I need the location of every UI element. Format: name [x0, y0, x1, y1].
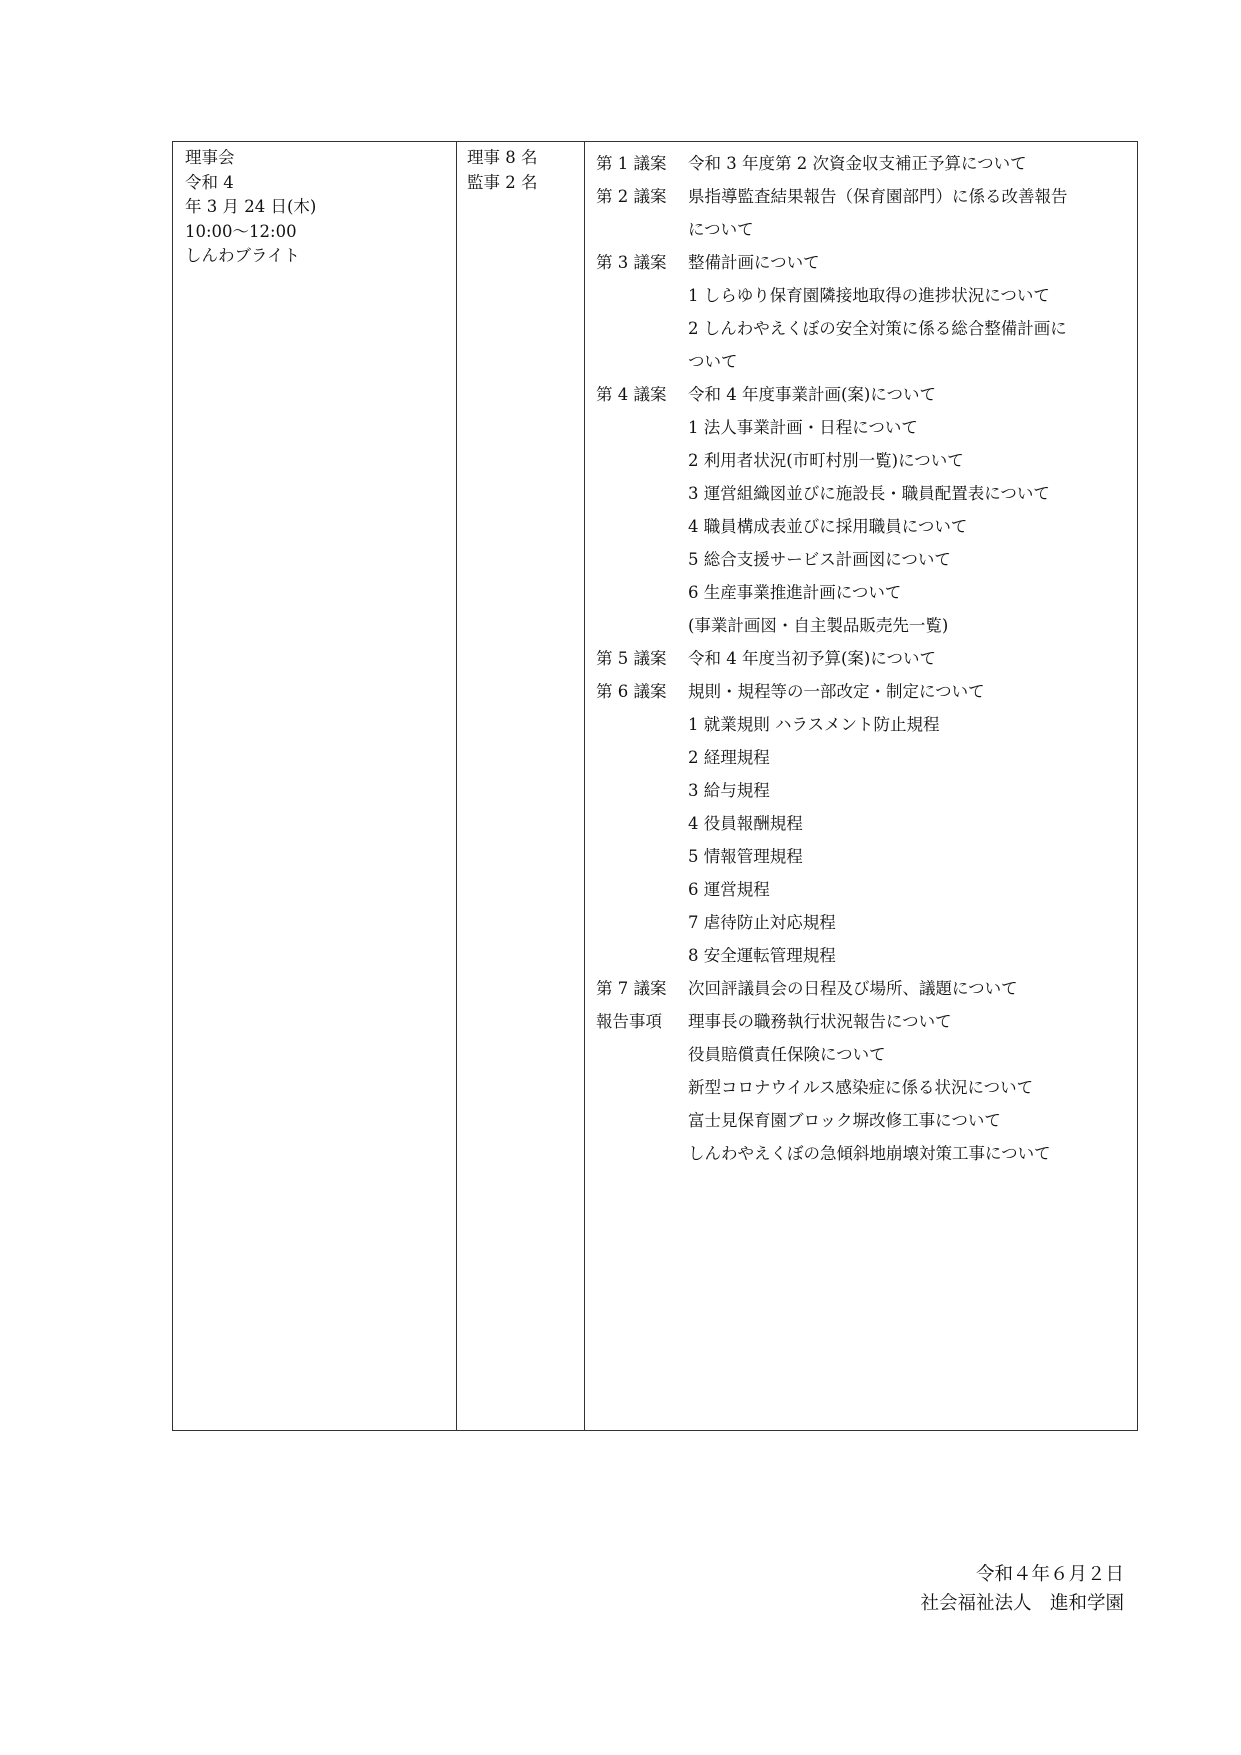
agenda-row	[596, 411, 1131, 444]
agenda-item-text: 県指導監査結果報告（保育園部門）に係る改善報告	[688, 187, 1068, 206]
agenda-row	[596, 1005, 1131, 1038]
agenda-item-text: について	[688, 220, 754, 239]
agenda-item-text: (事業計画図・自主製品販売先一覧)	[688, 616, 949, 635]
agenda-item-text: 令和 4 年度事業計画(案)について	[688, 385, 937, 404]
agenda-row	[596, 213, 1131, 246]
agenda-row	[596, 642, 1131, 675]
agenda-row	[596, 1137, 1131, 1170]
agenda-row	[596, 708, 1131, 741]
agenda-item-text: 整備計画について	[688, 253, 820, 272]
agenda-item-text: 1 就業規則 ハラスメント防止規程	[688, 715, 940, 734]
footer-organization: 社会福祉法人 進和学園	[920, 1593, 1124, 1614]
agenda-row	[596, 840, 1131, 873]
agenda-item-text: 6 運営規程	[688, 880, 770, 899]
agenda-row	[596, 444, 1131, 477]
agenda-item-text: 理事長の職務執行状況報告について	[688, 1012, 952, 1031]
agenda-row	[596, 774, 1131, 807]
agenda-row	[596, 246, 1131, 279]
agenda-item-text: 4 職員構成表並びに採用職員について	[688, 517, 968, 536]
agenda-row	[596, 939, 1131, 972]
agenda-item-text: 2 しんわやえくぼの安全対策に係る総合整備計画に	[688, 319, 1067, 338]
agenda-item-text: 新型コロナウイルス感染症に係る状況について	[688, 1078, 1034, 1097]
agenda-item-text: 令和 4 年度当初予算(案)について	[688, 649, 937, 668]
agenda-item-label: 第 7 議案	[596, 979, 667, 998]
agenda-row	[596, 1038, 1131, 1071]
agenda-row	[596, 873, 1131, 906]
agenda-item-text: しんわやえくぼの急傾斜地崩壊対策工事について	[688, 1144, 1051, 1163]
minutes-table	[172, 141, 1138, 1431]
agenda-item-text: 3 給与規程	[688, 781, 770, 800]
document-footer	[920, 1560, 1124, 1618]
agenda-row	[596, 741, 1131, 774]
attendee-auditors: 監事 2 名	[467, 172, 538, 192]
agenda-item-text: 役員賠償責任保険について	[688, 1045, 886, 1064]
footer-date: 令和４年６月２日	[975, 1564, 1124, 1585]
agenda-row	[596, 312, 1131, 345]
column-divider	[584, 142, 585, 1430]
agenda-item-text: 2 利用者状況(市町村別一覧)について	[688, 451, 964, 470]
agenda-row	[596, 477, 1131, 510]
agenda-item-text: 6 生産事業推進計画について	[688, 583, 902, 602]
agenda-item-label: 第 5 議案	[596, 649, 667, 668]
agenda-item-text: 2 経理規程	[688, 748, 770, 767]
agenda-row	[596, 147, 1131, 180]
agenda-row	[596, 510, 1131, 543]
agenda-item-text: 1 しらゆり保育園隣接地取得の進捗状況について	[688, 286, 1050, 305]
agenda-row	[596, 609, 1131, 642]
meeting-info-cell	[185, 146, 445, 269]
agenda-item-label: 報告事項	[596, 1012, 662, 1031]
meeting-time: 10:00～12:00	[185, 221, 297, 241]
agenda-item-label: 第 4 議案	[596, 385, 667, 404]
agenda-item-text: 7 虐待防止対応規程	[688, 913, 836, 932]
agenda-item-text: 8 安全運転管理規程	[688, 946, 836, 965]
agenda-row	[596, 279, 1131, 312]
agenda-row	[596, 576, 1131, 609]
agenda-item-text: 富士見保育園ブロック塀改修工事について	[688, 1111, 1001, 1130]
agenda-item-text: 次回評議員会の日程及び場所、議題について	[688, 979, 1018, 998]
attendees-cell	[467, 146, 577, 195]
agenda-item-label: 第 3 議案	[596, 253, 667, 272]
agenda-cell	[596, 147, 1131, 1170]
agenda-row	[596, 1071, 1131, 1104]
agenda-item-text: 4 役員報酬規程	[688, 814, 803, 833]
agenda-row	[596, 972, 1131, 1005]
meeting-date-era: 令和 4	[185, 172, 234, 192]
agenda-item-label: 第 1 議案	[596, 154, 667, 173]
agenda-item-text: 5 総合支援サービス計画図について	[688, 550, 951, 569]
agenda-row	[596, 378, 1131, 411]
attendee-directors: 理事 8 名	[467, 148, 538, 167]
agenda-row	[596, 345, 1131, 378]
agenda-item-text: 1 法人事業計画・日程について	[688, 418, 918, 437]
agenda-row	[596, 675, 1131, 708]
agenda-item-text: ついて	[688, 352, 738, 371]
agenda-item-text: 5 情報管理規程	[688, 847, 803, 866]
agenda-row	[596, 180, 1131, 213]
agenda-item-text: 令和 3 年度第 2 次資金収支補正予算について	[688, 154, 1027, 173]
agenda-item-label: 第 2 議案	[596, 187, 667, 206]
meeting-type: 理事会	[185, 148, 235, 167]
agenda-row	[596, 906, 1131, 939]
column-divider	[456, 142, 457, 1430]
agenda-row	[596, 1104, 1131, 1137]
agenda-row	[596, 807, 1131, 840]
agenda-row	[596, 543, 1131, 576]
meeting-date: 年 3 月 24 日(木)	[185, 197, 317, 216]
agenda-item-text: 3 運営組織図並びに施設長・職員配置表について	[688, 484, 1050, 503]
agenda-item-text: 規則・規程等の一部改定・制定について	[688, 682, 985, 701]
agenda-item-label: 第 6 議案	[596, 682, 667, 701]
meeting-place: しんわブライト	[185, 246, 301, 265]
